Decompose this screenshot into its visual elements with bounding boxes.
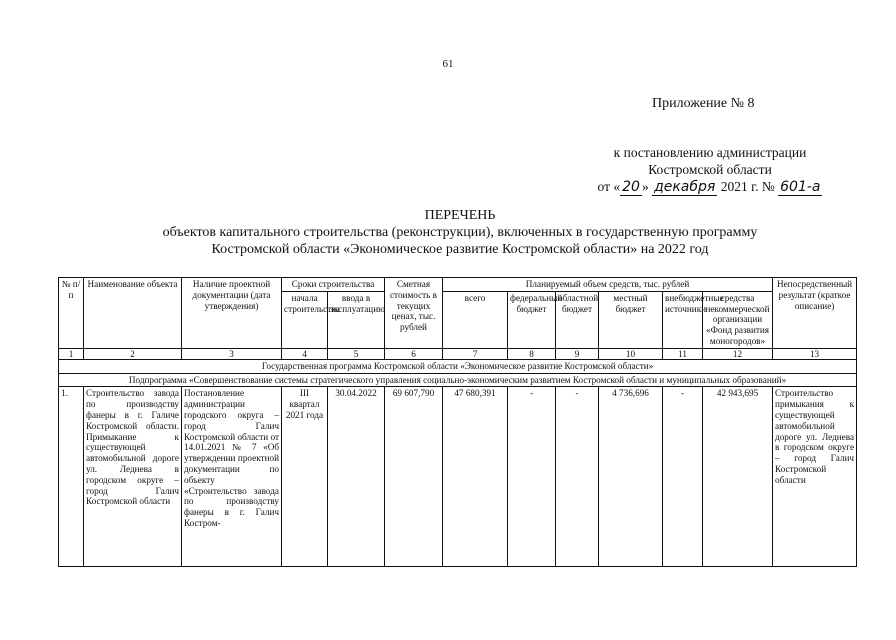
header-terms-end: ввода в эксплуатацию [328, 291, 385, 348]
column-number: 5 [328, 348, 385, 359]
row-num: 1. [59, 387, 84, 567]
row-end: 30.04.2022 [328, 387, 385, 567]
date-year: 2021 г. № [720, 179, 775, 194]
date-prefix: от « [597, 179, 621, 194]
title-heading: ПЕРЕЧЕНЬ [424, 208, 496, 223]
title-line-1: объектов капитального строительства (реконструкции), включенных в государственную программу [162, 225, 758, 240]
resolution-line-2: Костромской области [648, 162, 772, 177]
page-number: 61 [442, 58, 454, 70]
column-number: 7 [443, 348, 508, 359]
objects-table [58, 277, 857, 567]
row-regional: - [556, 387, 599, 567]
row-local: 4 736,696 [599, 387, 663, 567]
resolution-date-line [560, 178, 860, 196]
column-number: 2 [84, 348, 182, 359]
row-name: Строительство завода по производству фанеры в г. Галиче Костромской области. Примыкание к существующей автомобильной дороге ул. Леднева в городском округе – город Галич Костромской области [84, 387, 182, 567]
header-result: Непосредственный результат (краткое описание) [773, 278, 857, 349]
column-number: 13 [773, 348, 857, 359]
title-line-2: Костромской области «Экономическое развитие Костромской области» на 2022 год [211, 242, 709, 257]
column-number: 10 [599, 348, 663, 359]
resolution-line-1: к постановлению администрации [613, 145, 807, 160]
subprogram-title: Подпрограмма «Совершенствование системы стратегического управления социально-экономическим развитием Костромской области и муниципальных образований» [59, 373, 857, 387]
row-docs: Постановление администрации городского округа – город Галич Костромской области от 14.01.2021 № 7 «Об утверждении проектной документации по объекту «Строительство завода по производству фанеры в г. Галич Костром- [182, 387, 282, 567]
header-cost: Сметная стоимость в текущих ценах, тыс. рублей [385, 278, 443, 349]
handwritten-month: декабря [654, 179, 716, 195]
row-extra: - [663, 387, 703, 567]
row-total: 47 680,391 [443, 387, 508, 567]
column-number: 12 [703, 348, 773, 359]
header-fund: средства некоммерческой организации «Фонд развития моногородов» [703, 291, 773, 348]
header-num: № п/п [59, 278, 84, 349]
date-day-close: » [641, 179, 649, 194]
header-terms-group: Сроки строительства [282, 278, 385, 292]
document-title [100, 207, 820, 258]
column-number: 8 [508, 348, 556, 359]
header-extra: внебюджетные источники [663, 291, 703, 348]
program-title: Государственная программа Костромской области «Экономическое развитие Костромской области» [59, 359, 857, 373]
column-number: 3 [182, 348, 282, 359]
column-numbers-row [59, 348, 857, 359]
table-row [59, 387, 857, 567]
header-regional: областной бюджет [556, 291, 599, 348]
handwritten-number: 601-а [780, 179, 821, 195]
row-fund: 42 943,695 [703, 387, 773, 567]
header-funds-group: Планируемый объем средств, тыс. рублей [443, 278, 773, 292]
header-row-1 [59, 278, 857, 292]
header-docs: Наличие проектной документации (дата утверждения) [182, 278, 282, 349]
row-result: Строительство примыкания к существующей автомобильной дороге ул. Леднева в городском округе – город Галич Костромской области [773, 387, 857, 567]
row-federal: - [508, 387, 556, 567]
subprogram-row [59, 373, 857, 387]
header-local: местный бюджет [599, 291, 663, 348]
row-start: III квартал 2021 года [282, 387, 328, 567]
column-number: 6 [385, 348, 443, 359]
resolution-block [560, 144, 860, 196]
handwritten-day: 20 [622, 179, 640, 195]
header-terms-start: начала строительства [282, 291, 328, 348]
header-total: всего [443, 291, 508, 348]
column-number: 1 [59, 348, 84, 359]
column-number: 4 [282, 348, 328, 359]
column-number: 9 [556, 348, 599, 359]
header-federal: федеральный бюджет [508, 291, 556, 348]
appendix-label: Приложение № 8 [652, 96, 755, 111]
row-cost: 69 607,790 [385, 387, 443, 567]
header-name: Наименование объекта [84, 278, 182, 349]
column-number: 11 [663, 348, 703, 359]
program-row [59, 359, 857, 373]
